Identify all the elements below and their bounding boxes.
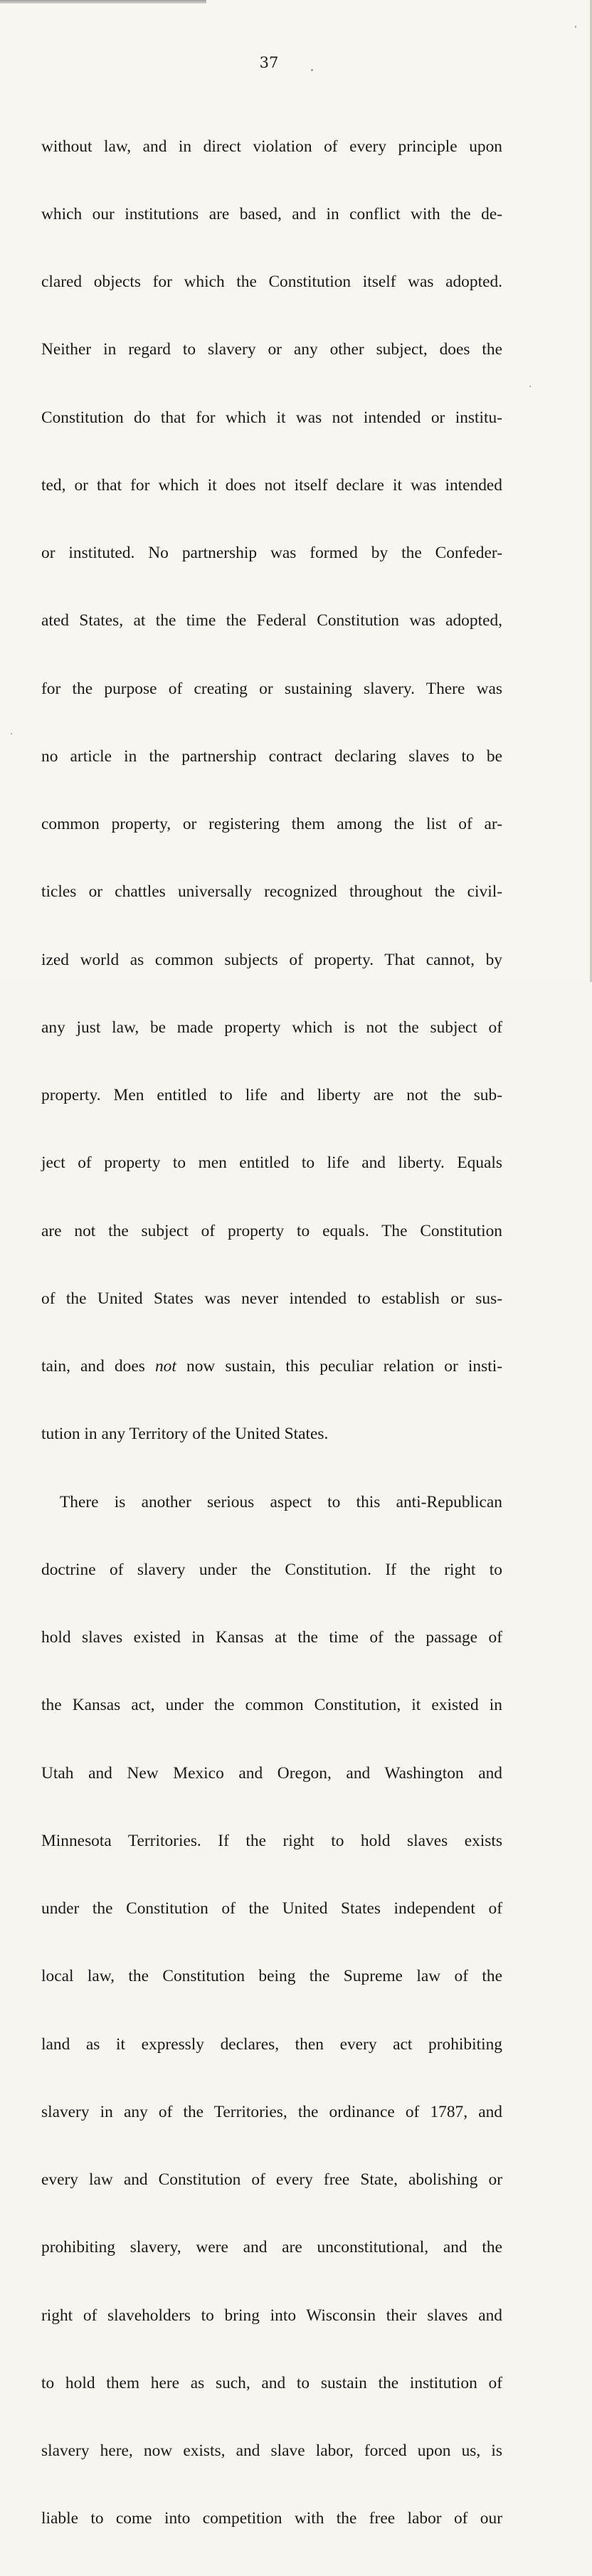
paragraph-first-line: There is another serious aspect to this anti-Republican [60,1492,502,1511]
text-line: hold slaves existed in Kansas at the time of the passage of [41,1628,502,1647]
text-line: slavery here, now exists, and slave labor, forced upon us, is [41,2442,502,2460]
text-line: land as it expressly declares, then every act prohibiting [41,2034,502,2054]
text-line: for the purpose of creating or sustaining slavery. There was [41,679,502,698]
text-line: under the Constitution of the United States independent of [41,1899,502,1918]
text-line: local law, the Constitution being the Supreme law of the [41,1967,502,1986]
text-line-with-italic [41,1356,502,1378]
body-text [41,90,502,2576]
text-segment: tain, and does [41,1357,145,1376]
text-line: of the United States was never intended to establish or sus- [41,1289,502,1308]
text-line: slavery in any of the Territories, the ordinance of 1787, and [41,2102,502,2121]
text-line: without law, and in direct violation of every principle upon [41,137,502,156]
text-line: any just law, be made property which is not the subject of [41,1018,502,1037]
paper-speck [529,386,531,387]
italic-emphasis: not [154,1357,176,1376]
text-line: which our institutions are based, and in conflict with the de- [41,204,502,223]
text-line: the Kansas act, under the common Constitution, it existed in [41,1696,502,1715]
text-line: ject of property to men entitled to life and liberty. Equals [41,1154,502,1173]
paper-speck [311,69,313,71]
text-line: Neither in regard to slavery or any other subject, does the [41,340,502,359]
page-edge-shadow [0,0,206,4]
text-line: ticles or chattles universally recognized throughout the civil- [41,882,502,902]
text-line: ized world as common subjects of property. That cannot, by [41,950,502,969]
text-line: Minnesota Territories. If the right to hold slaves exists [41,1831,502,1850]
text-line: or instituted. No partnership was formed by the Confeder- [41,544,502,562]
text-line: liable to come into competition with the free labor of our [41,2509,502,2528]
text-line: prohibiting slavery, were and are unconstitutional, and the [41,2238,502,2257]
text-line: no article in the partnership contract declaring slaves to be [41,746,502,766]
text-line: every law and Constitution of every free State, abolishing or [41,2170,502,2189]
text-segment: now sustain, this peculiar relation or insti- [186,1357,502,1376]
text-line: clared objects for which the Constitution itself was adopted. [41,273,502,291]
text-line: Utah and New Mexico and Oregon, and Washington and [41,1763,502,1783]
text-line: right of slaveholders to bring into Wisconsin their slaves and [41,2306,502,2325]
text-line: doctrine of slavery under the Constitution. If the right to [41,1560,502,1579]
paper-speck [11,733,12,734]
paper-speck [575,26,576,28]
text-line: Constitution do that for which it was not intended or institu- [41,408,502,427]
text-line: ted, or that for which it does not itself declare it was intended [41,475,502,495]
text-line: tution in any Territory of the United States. [41,1425,329,1444]
text-line: common property, or registering them among the list of ar- [41,815,502,833]
page-number: 37 [259,54,279,71]
text-line: property. Men entitled to life and liberty are not the sub- [41,1086,502,1104]
text-line: are not the subject of property to equals. The Constitution [41,1221,502,1240]
text-line: ated States, at the time the Federal Constitution was adopted, [41,611,502,630]
text-line: to hold them here as such, and to sustain the institution of [41,2373,502,2392]
